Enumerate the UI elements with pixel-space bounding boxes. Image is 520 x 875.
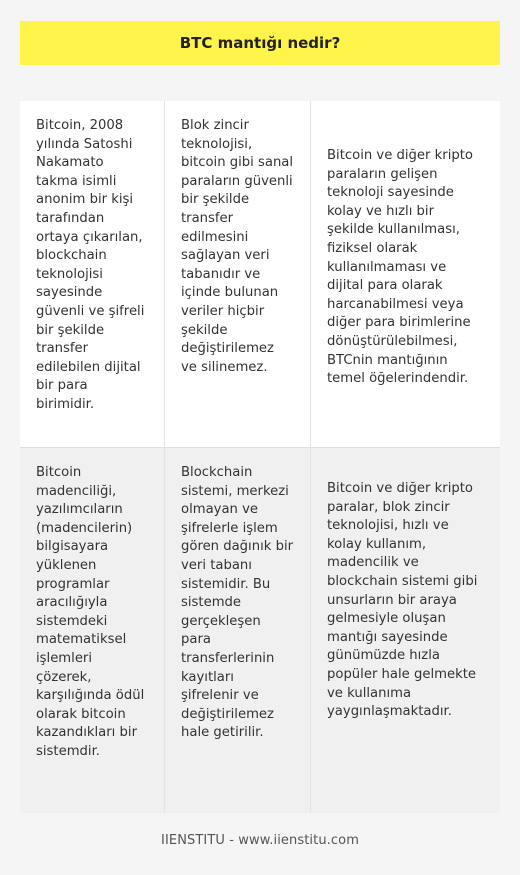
table-cell: Blok zincir teknolojisi, bitcoin gibi sanal paraların güvenli bir şekilde transfer edilmesini sağlayan veri tabanıdır ve içinde bulunan veriler hiçbir şekilde değiştirilemez ve silinemez. [165,101,311,448]
footer-credit: IIENSTITU - www.iienstitu.com [161,833,359,848]
table-cell: Bitcoin, 2008 yılında Satoshi Nakamato takma isimli anonim bir kişi tarafından ortaya çıkarılan, blockchain teknolojisi sayesinde güvenli ve şifreli bir şekilde transfer edilebilen dijital bir para birimidir. [20,101,165,448]
table-cell: Bitcoin madenciliği, yazılımcıların (madencilerin) bilgisayara yüklenen programlar aracılığıyla sistemdeki matematiksel işlemleri çözerek, karşılığında ödül olarak bitcoin kazandıkları bir sistemdir. [20,448,165,813]
page-title: BTC mantığı nedir? [179,34,341,52]
title-banner [20,21,500,65]
table-cell: Bitcoin ve diğer kripto paraların gelişen teknoloji sayesinde kolay ve hızlı bir şekilde kullanılması, fiziksel olarak kullanılmaması ve dijital para olarak harcanabilmesi veya diğer para birimlerine dönüştürülebilmesi, BTCnin mantığının temel öğelerindendir. [311,101,500,448]
table-cell: Bitcoin ve diğer kripto paralar, blok zincir teknolojisi, hızlı ve kolay kullanım, madencilik ve blockchain sistemi gibi unsurların bir araya gelmesiyle oluşan mantığı sayesinde günümüzde hızla popüler hale gelmekte ve kullanıma yaygınlaşmaktadır. [311,448,500,813]
table-cell: Blockchain sistemi, merkezi olmayan ve şifrelerle işlem gören dağınık bir veri tabanı sistemidir. Bu sistemde gerçekleşen para transferlerinin kayıtları şifrelenir ve değiştirilemez hale getirilir. [165,448,311,813]
content-table [20,101,500,813]
